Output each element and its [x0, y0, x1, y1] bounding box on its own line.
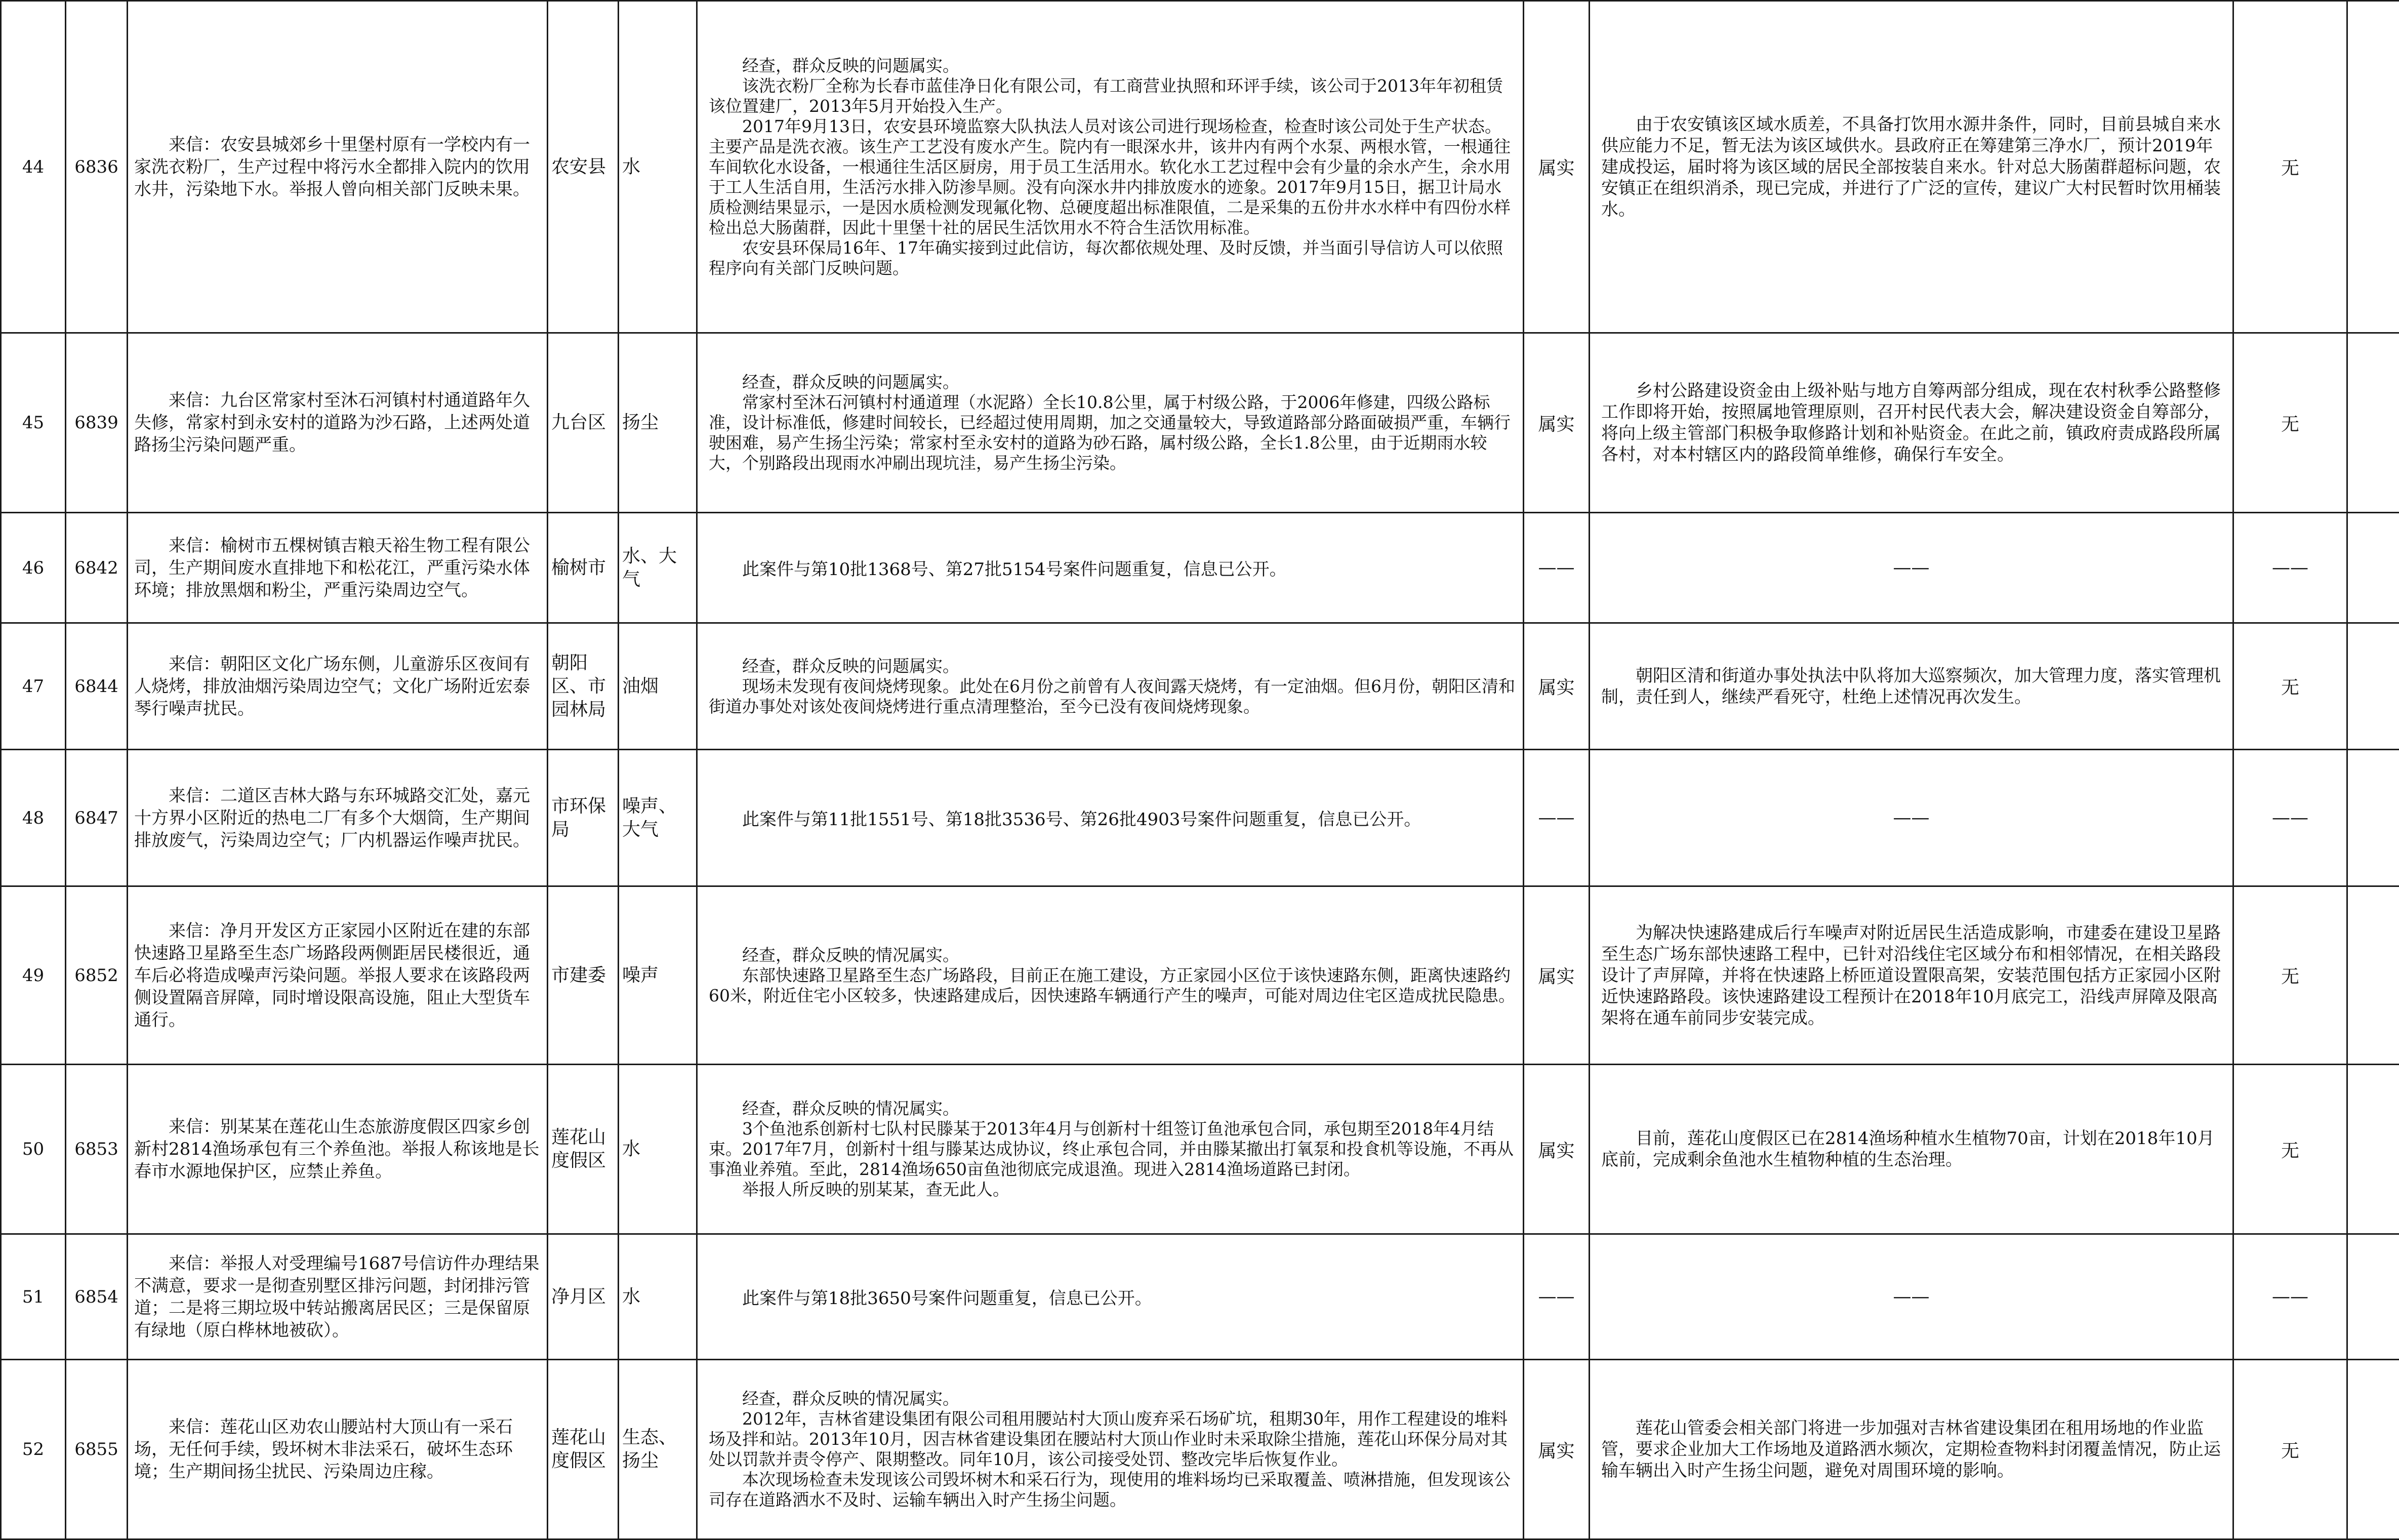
pollution-category: 水 — [619, 1, 697, 333]
row-number: 47 — [1, 623, 66, 750]
case-code: 6852 — [66, 886, 128, 1065]
empty-cell — [2347, 1, 2399, 333]
investigation-result — [697, 623, 1524, 750]
measure-dash: —— — [1590, 1234, 2233, 1360]
measure-dash: —— — [1590, 750, 2233, 886]
result-paragraph: 常家村至沐石河镇村村通道理（水泥路）全长10.8公里，属于村级公路，于2006年修建，四级公路标准，设计标准低，修建时间较长，已经超过使用周期，加之交通量较大，导致道路部分路面破损严重，车辆行驶困难，易产生扬尘污染；常家村至永安村的道路为砂石路，属村级公路，全长1.8公里，由于近期雨水较大，个别路段出现雨水冲刷出现坑洼，易产生扬尘污染。 — [709, 392, 1518, 473]
status-dash: —— — [1524, 750, 1590, 886]
rectification-measure: 由于农安镇该区域水质差，不具备打饮用水源井条件，同时，目前县城自来水供应能力不足，暂无法为该区域供水。县政府正在筹建第三净水厂，预计2019年建成投运，届时将为该区域的居民全部按装自来水。针对总大肠菌群超标问题，农安镇正在组织消杀，现已完成，并进行了广泛的宣传，建议广大村民暂时饮用桶装水。 — [1590, 1, 2233, 333]
responsible-unit: 市建委 — [548, 886, 619, 1065]
result-paragraph: 经查，群众反映的情况属实。 — [709, 1389, 1518, 1409]
row-number: 52 — [1, 1360, 66, 1539]
accountability: 无 — [2233, 1065, 2347, 1234]
pollution-category: 水、大气 — [619, 513, 697, 623]
verification-status: 属实 — [1524, 1360, 1590, 1539]
investigation-result — [697, 886, 1524, 1065]
responsible-unit: 市环保局 — [548, 750, 619, 886]
report-text: 来信：农安县城郊乡十里堡村原有一学校内有一家洗衣粉厂，生产过程中将污水全都排入院内的饮用水井，污染地下水。举报人曾向相关部门反映未果。 — [128, 1, 548, 333]
result-paragraph: 2012年，吉林省建设集团有限公司租用腰站村大顶山废弃采石场矿坑，租期30年，用作工程建设的堆料场及拌和站。2013年10月，因吉林省建设集团在腰站村大顶山作业时未采取除尘措施，莲花山环保分局对其处以罚款并责令停产、限期整改。同年10月，该公司接受处罚、整改完毕后恢复作业。 — [709, 1409, 1518, 1470]
duplicate-note: 此案件与第11批1551号、第18批3536号、第26批4903号案件问题重复，信息已公开。 — [697, 750, 1524, 886]
responsible-unit: 朝阳区、市园林局 — [548, 623, 619, 750]
status-dash: —— — [1524, 1234, 1590, 1360]
duplicate-note: 此案件与第18批3650号案件问题重复，信息已公开。 — [697, 1234, 1524, 1360]
row-number: 51 — [1, 1234, 66, 1360]
case-code: 6854 — [66, 1234, 128, 1360]
verification-status: 属实 — [1524, 1, 1590, 333]
accountability: 无 — [2233, 1, 2347, 333]
pollution-category: 生态、扬尘 — [619, 1360, 697, 1539]
case-code: 6844 — [66, 623, 128, 750]
result-paragraph: 经查，群众反映的问题属实。 — [709, 372, 1518, 392]
responsible-unit: 榆树市 — [548, 513, 619, 623]
accountability: 无 — [2233, 623, 2347, 750]
case-code: 6853 — [66, 1065, 128, 1234]
row-number: 49 — [1, 886, 66, 1065]
investigation-result — [697, 1065, 1524, 1234]
table-row — [1, 1065, 2399, 1234]
pollution-category: 水 — [619, 1065, 697, 1234]
report-text: 来信：二道区吉林大路与东环城路交汇处，嘉元十方界小区附近的热电二厂有多个大烟筒，生产期间排放废气，污染周边空气；厂内机器运作噪声扰民。 — [128, 750, 548, 886]
accountability: 无 — [2233, 886, 2347, 1065]
report-text: 来信：举报人对受理编号1687号信访件办理结果不满意，要求一是彻查别墅区排污问题，封闭排污管道；二是将三期垃圾中转站搬离居民区；三是保留原有绿地（原白桦林地被砍）。 — [128, 1234, 548, 1360]
empty-cell — [2347, 886, 2399, 1065]
empty-cell — [2347, 1234, 2399, 1360]
table-row — [1, 1, 2399, 333]
table-row — [1, 750, 2399, 886]
pollution-category: 油烟 — [619, 623, 697, 750]
accountability: 无 — [2233, 1360, 2347, 1539]
result-paragraph: 东部快速路卫星路至生态广场路段，目前正在施工建设，方正家园小区位于该快速路东侧，距离快速路约60米，附近住宅小区较多，快速路建成后，因快速路车辆通行产生的噪声，可能对周边住宅区造成扰民隐患。 — [709, 965, 1518, 1006]
row-number: 46 — [1, 513, 66, 623]
responsible-unit: 莲花山度假区 — [548, 1065, 619, 1234]
case-code: 6839 — [66, 333, 128, 513]
result-paragraph: 本次现场检查未发现该公司毁坏树木和采石行为，现使用的堆料场均已采取覆盖、喷淋措施，但发现该公司存在道路洒水不及时、运输车辆出入时产生扬尘问题。 — [709, 1470, 1518, 1510]
verification-status: 属实 — [1524, 1065, 1590, 1234]
empty-cell — [2347, 1065, 2399, 1234]
table-row — [1, 1360, 2399, 1539]
responsible-unit: 净月区 — [548, 1234, 619, 1360]
verification-status: 属实 — [1524, 333, 1590, 513]
report-text: 来信：莲花山区劝农山腰站村大顶山有一采石场，无任何手续，毁坏树木非法采石，破坏生态环境；生产期间扬尘扰民、污染周边庄稼。 — [128, 1360, 548, 1539]
report-text: 来信：九台区常家村至沐石河镇村村通道路年久失修，常家村到永安村的道路为沙石路，上述两处道路扬尘污染问题严重。 — [128, 333, 548, 513]
accountability: 无 — [2233, 333, 2347, 513]
pollution-category: 噪声、大气 — [619, 750, 697, 886]
empty-cell — [2347, 333, 2399, 513]
rectification-measure: 莲花山管委会相关部门将进一步加强对吉林省建设集团在租用场地的作业监管，要求企业加大工作场地及道路洒水频次，定期检查物料封闭覆盖情况，防止运输车辆出入时产生扬尘问题，避免对周围环境的影响。 — [1590, 1360, 2233, 1539]
result-paragraph: 经查，群众反映的情况属实。 — [709, 1099, 1518, 1119]
result-paragraph: 农安县环保局16年、17年确实接到过此信访，每次都依规处理、及时反馈，并当面引导信访人可以依照程序向有关部门反映问题。 — [709, 238, 1518, 278]
responsible-unit: 农安县 — [548, 1, 619, 333]
responsible-unit: 莲花山度假区 — [548, 1360, 619, 1539]
result-paragraph: 2017年9月13日，农安县环境监察大队执法人员对该公司进行现场检查，检查时该公司处于生产状态。主要产品是洗衣液。该生产工艺没有废水产生。院内有一眼深水井，该井内有两个水泵、两根水管，一根通往车间软化水设备，一根通往生活区厨房，用于员工生活用水。软化水工艺过程中会有少量的余水产生，余水用于工人生活自用，生活污水排入防渗旱厕。没有向深水井内排放废水的迹象。2017年9月15日，据卫计局水质检测结果显示，一是因水质检测发现氟化物、总硬度超出标准限值，二是采集的五份井水水样中有四份水样检出总大肠菌群，因此十里堡十社的居民生活饮用水不符合生活饮用标准。 — [709, 116, 1518, 238]
result-paragraph: 3个鱼池系创新村七队村民滕某于2013年4月与创新村十组签订鱼池承包合同，承包期至2018年4月结束。2017年7月，创新村十组与滕某达成协议，终止承包合同，并由滕某撤出打氧泵和投食机等设施，不再从事渔业养殖。至此，2814渔场650亩鱼池彻底完成退渔。现进入2814渔场道路已封闭。 — [709, 1119, 1518, 1180]
responsible-unit: 九台区 — [548, 333, 619, 513]
rectification-measure: 目前，莲花山度假区已在2814渔场种植水生植物70亩，计划在2018年10月底前，完成剩余鱼池水生植物种植的生态治理。 — [1590, 1065, 2233, 1234]
result-paragraph: 现场未发现有夜间烧烤现象。此处在6月份之前曾有人夜间露天烧烤，有一定油烟。但6月份，朝阳区清和街道办事处对该处夜间烧烤进行重点清理整治，至今已没有夜间烧烤现象。 — [709, 676, 1518, 717]
pollution-category: 扬尘 — [619, 333, 697, 513]
table-row — [1, 513, 2399, 623]
empty-cell — [2347, 750, 2399, 886]
verification-status: 属实 — [1524, 886, 1590, 1065]
investigation-result — [697, 1360, 1524, 1539]
case-code: 6842 — [66, 513, 128, 623]
report-text: 来信：朝阳区文化广场东侧，儿童游乐区夜间有人烧烤，排放油烟污染周边空气；文化广场附近宏泰琴行噪声扰民。 — [128, 623, 548, 750]
empty-cell — [2347, 623, 2399, 750]
investigation-result — [697, 1, 1524, 333]
rectification-measure: 乡村公路建设资金由上级补贴与地方自筹两部分组成，现在农村秋季公路整修工作即将开始，按照属地管理原则，召开村民代表大会，解决建设资金自筹部分，将向上级主管部门积极争取修路计划和补贴资金。在此之前，镇政府责成路段所属各村，对本村辖区内的路段简单维修，确保行车安全。 — [1590, 333, 2233, 513]
result-paragraph: 举报人所反映的别某某，查无此人。 — [709, 1180, 1518, 1200]
accountability-dash: —— — [2233, 1234, 2347, 1360]
pollution-category: 噪声 — [619, 886, 697, 1065]
investigation-result — [697, 333, 1524, 513]
report-text: 来信：别某某在莲花山生态旅游度假区四家乡创新村2814渔场承包有三个养鱼池。举报人称该地是长春市水源地保护区，应禁止养鱼。 — [128, 1065, 548, 1234]
report-text: 来信：榆树市五棵树镇吉粮天裕生物工程有限公司，生产期间废水直排地下和松花江，严重污染水体环境；排放黑烟和粉尘，严重污染周边空气。 — [128, 513, 548, 623]
table-row — [1, 333, 2399, 513]
empty-cell — [2347, 1360, 2399, 1539]
rectification-measure: 朝阳区清和街道办事处执法中队将加大巡察频次，加大管理力度，落实管理机制，责任到人，继续严看死守，杜绝上述情况再次发生。 — [1590, 623, 2233, 750]
rectification-measure: 为解决快速路建成后行车噪声对附近居民生活造成影响，市建委在建设卫星路至生态广场东部快速路工程中，已针对沿线住宅区域分布和相邻情况，在相关路段设计了声屏障，并将在快速路上桥匝道设置限高架，安装范围包括方正家园小区附近快速路路段。该快速路建设工程预计在2018年10月底完工，沿线声屏障及限高架将在通车前同步安装完成。 — [1590, 886, 2233, 1065]
verification-status: 属实 — [1524, 623, 1590, 750]
table-row — [1, 623, 2399, 750]
row-number: 45 — [1, 333, 66, 513]
measure-dash: —— — [1590, 513, 2233, 623]
result-paragraph: 经查，群众反映的情况属实。 — [709, 945, 1518, 965]
row-number: 50 — [1, 1065, 66, 1234]
result-paragraph: 经查，群众反映的问题属实。 — [709, 656, 1518, 676]
report-text: 来信：净月开发区方正家园小区附近在建的东部快速路卫星路至生态广场路段两侧距居民楼很近，通车后必将造成噪声污染问题。举报人要求在该路段两侧设置隔音屏障，同时增设限高设施，阻止大型货车通行。 — [128, 886, 548, 1065]
pollution-category: 水 — [619, 1234, 697, 1360]
case-code: 6847 — [66, 750, 128, 886]
empty-cell — [2347, 513, 2399, 623]
case-code: 6836 — [66, 1, 128, 333]
duplicate-note: 此案件与第10批1368号、第27批5154号案件问题重复，信息已公开。 — [697, 513, 1524, 623]
table-row — [1, 1234, 2399, 1360]
status-dash: —— — [1524, 513, 1590, 623]
table-row — [1, 886, 2399, 1065]
row-number: 44 — [1, 1, 66, 333]
result-paragraph: 该洗衣粉厂全称为长春市蓝佳净日化有限公司，有工商营业执照和环评手续，该公司于2013年年初租赁该位置建厂，2013年5月开始投入生产。 — [709, 76, 1518, 116]
result-paragraph: 经查，群众反映的问题属实。 — [709, 56, 1518, 76]
case-code: 6855 — [66, 1360, 128, 1539]
accountability-dash: —— — [2233, 513, 2347, 623]
accountability-dash: —— — [2233, 750, 2347, 886]
row-number: 48 — [1, 750, 66, 886]
